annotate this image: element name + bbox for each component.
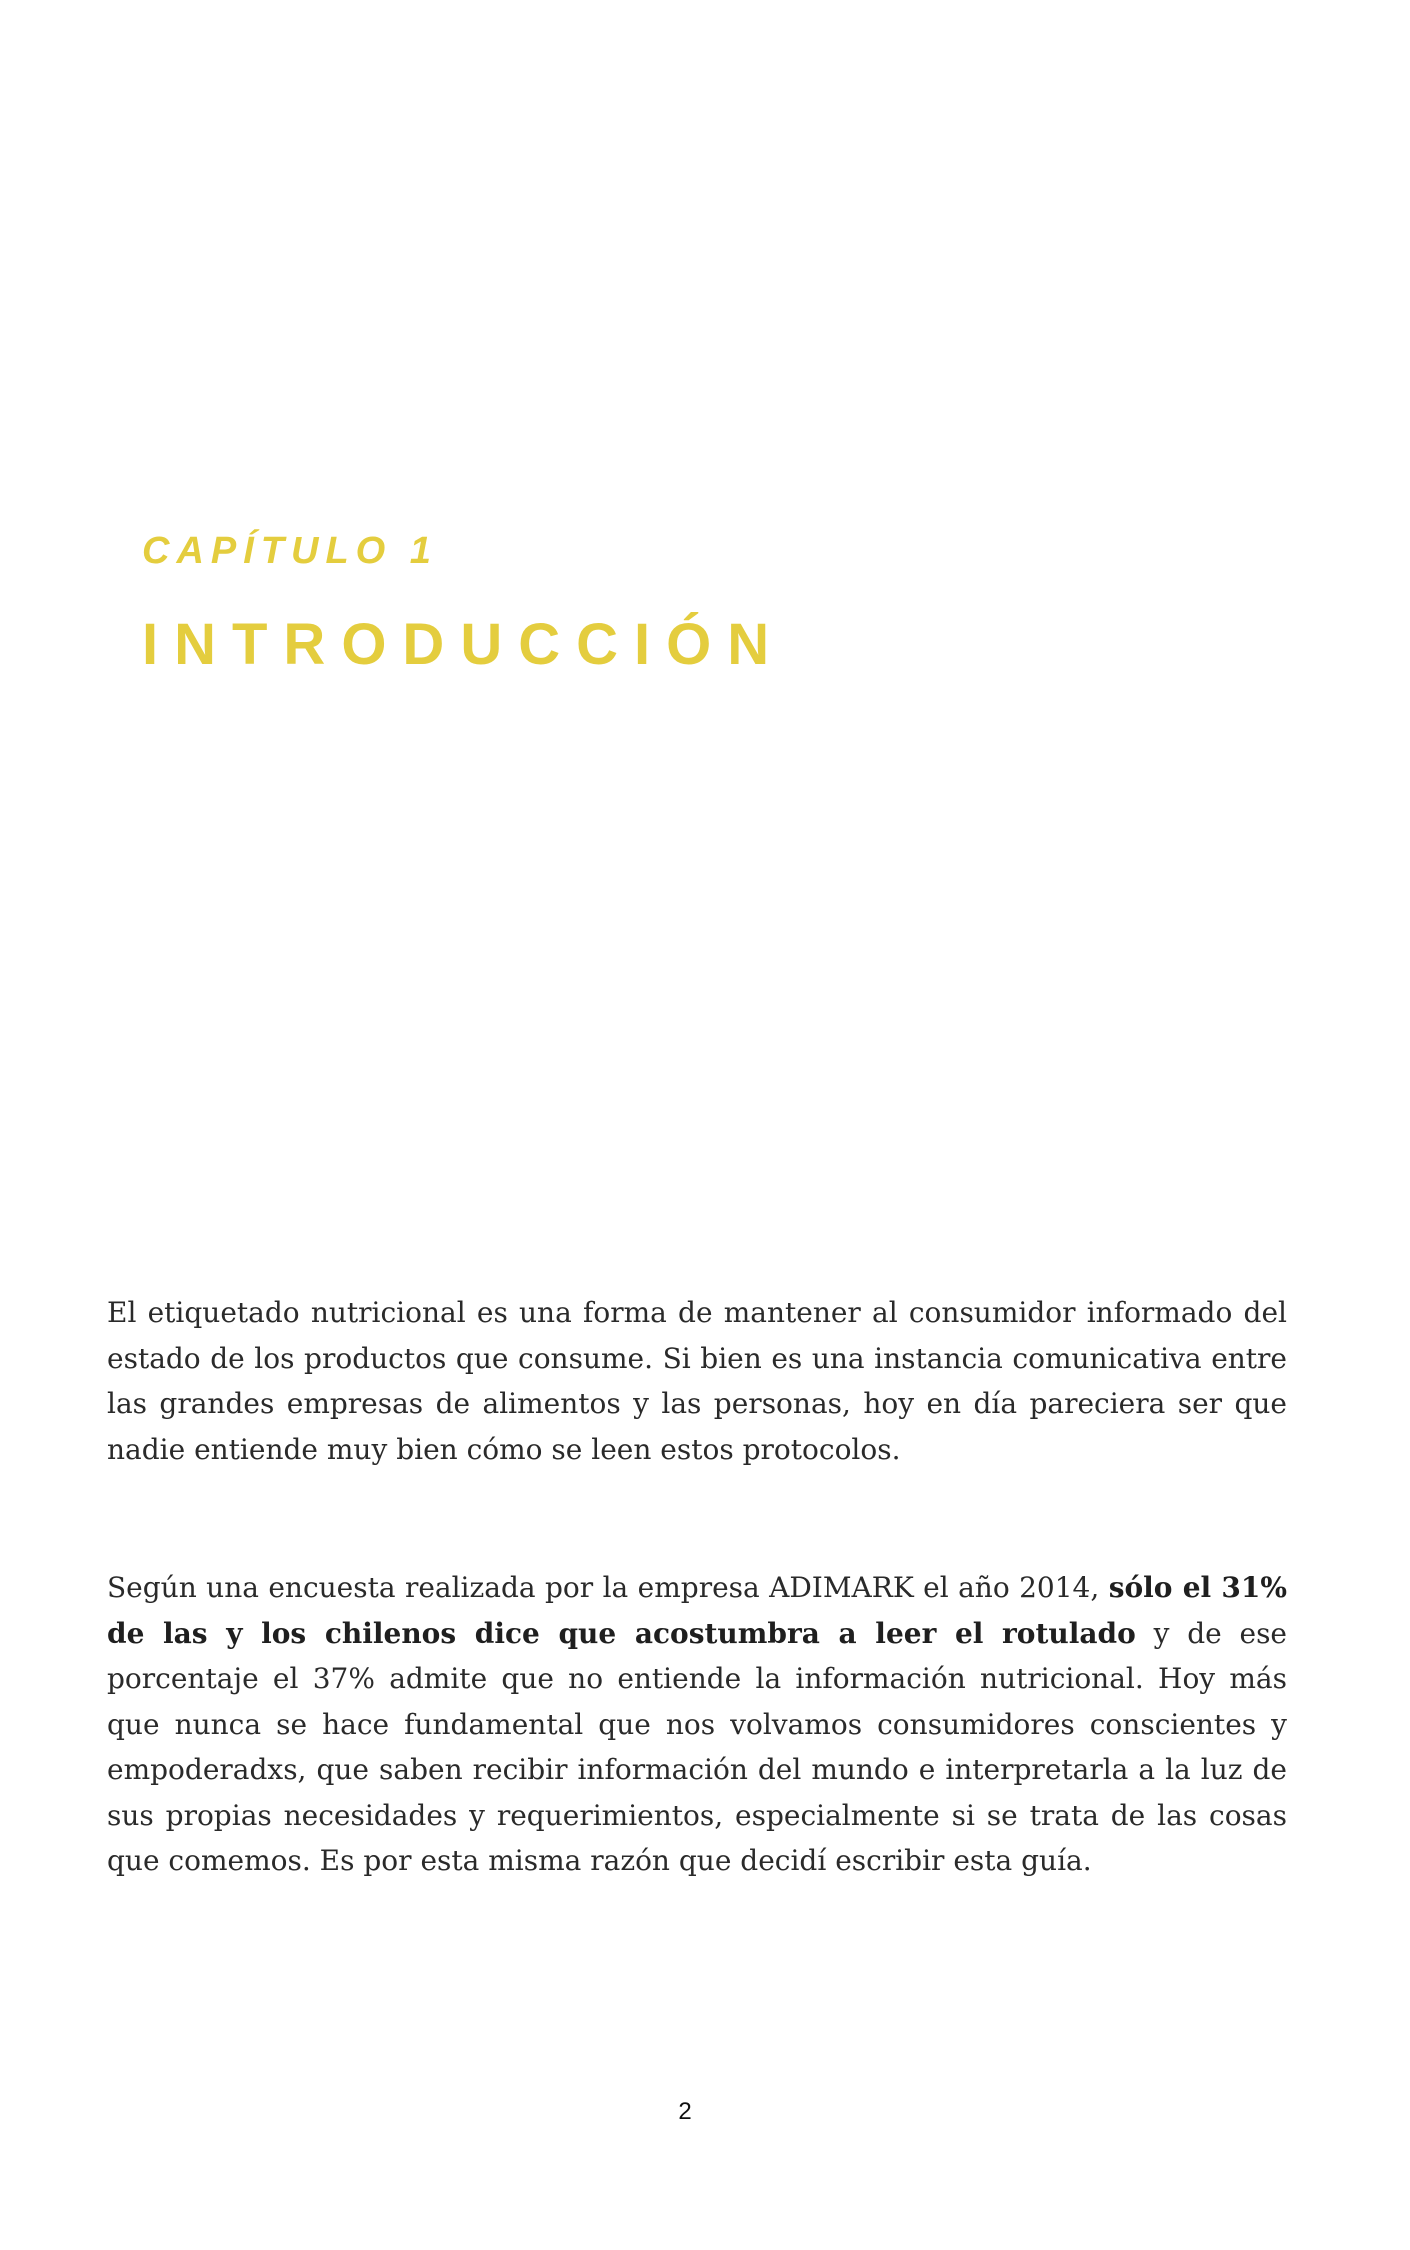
paragraph-2-text-end: y de ese porcentaje el 37% admite que no entiende la información nutricional. Hoy más que nunca se hace fundamental que nos volvamos consumidores conscientes y empoderadxs, que saben recibir información del mundo e interpretarla a la luz de sus propias necesidades y requerimientos, especialmente si se trata de las cosas que comemos. Es por esta misma razón que decidí escribir esta guía.: [107, 1616, 1288, 1877]
chapter-title: INTRODUCCIÓN: [142, 612, 786, 677]
page-number: 2: [678, 2098, 692, 2125]
intro-paragraph-2: [107, 1565, 1287, 1884]
intro-paragraph-1: El etiquetado nutricional es una forma de mantener al consumidor informado del estado de los productos que consume. Si bien es una instancia comunicativa entre las grandes empresas de alimentos y las personas, hoy en día pareciera ser que nadie entiende muy bien cómo se leen estos protocolos.: [107, 1296, 1287, 1466]
paragraph-2-highlight: sólo el 31% de las y los chilenos dice que acostumbra a leer el rotulado: [107, 1571, 1287, 1650]
paragraph-2-text-start: Según una encuesta realizada por la empresa ADIMARK el año 2014,: [107, 1571, 1109, 1604]
chapter-label: CAPÍTULO 1: [142, 530, 438, 572]
